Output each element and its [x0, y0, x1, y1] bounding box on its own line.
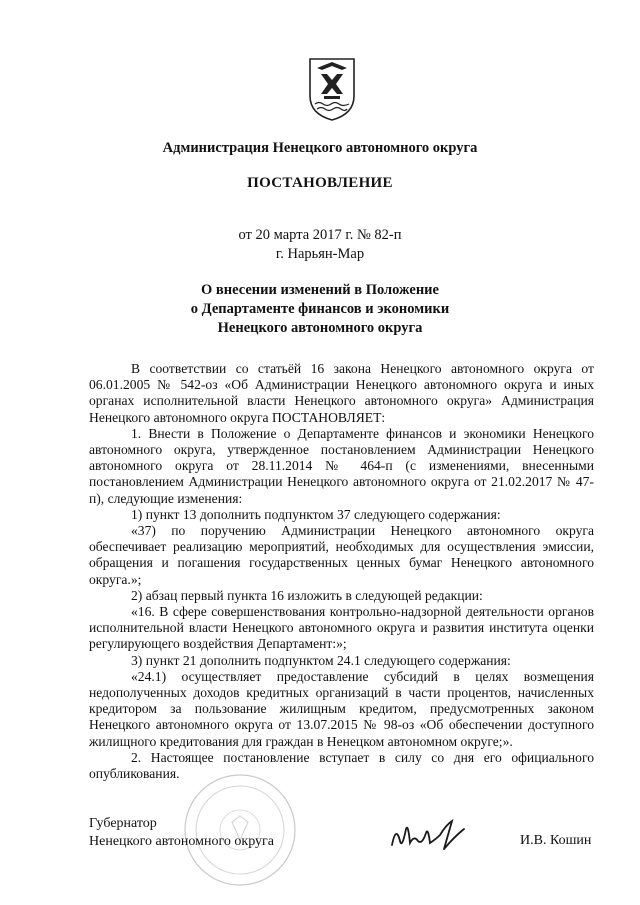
body-paragraph: «37) по поручению Администрации Ненецкого автономного округа обеспечивает реализацию мероприятий, необходимых для осуществления эмиссии, обращения и погашения государственных ценных бумаг Ненецкого автономного округа.»;: [89, 523, 594, 587]
body-paragraph: 2. Настоящее постановление вступает в силу со дня его официального опубликования.: [89, 749, 594, 782]
organization-name: Администрация Ненецкого автономного округа: [162, 140, 478, 156]
body-paragraph: 1. Внести в Положение о Департаменте финансов и экономики Ненецкого автономного округа, утвержденное постановлением Администрации Ненецкого автономного округа от 28.11.2014 № 464-п (с изменениями, внесенными постановлением Администрации Ненецкого автономного округа от 21.02.2017 № 47-п), следующие изменения:: [89, 425, 594, 506]
subject-line: Ненецкого автономного округа: [217, 320, 423, 336]
body-paragraph: «24.1) осуществляет предоставление субсидий в целях возмещения недополученных доходов кредитных организаций в части процентов, начисленных кредитором за пользование жилищным кредитом, предусмотренных законом Ненецкого автономного округа от 13.07.2015 № 98-оз «Об обеспечении доступного жилищного кредитования для граждан в Ненецком автономном округе;».: [89, 668, 594, 749]
document-subject: [0, 281, 640, 338]
handwritten-signature: [388, 815, 468, 853]
body-paragraph: В соответствии со статьёй 16 закона Ненецкого автономного округа от 06.01.2005 № 542-оз «Об Администрации Ненецкого автономного округа и иных органах исполнительной власти Ненецкого автономного округа» Администрация Ненецкого автономного округа ПОСТАНОВЛЯЕТ:: [89, 361, 594, 425]
subject-line: О внесении изменений в Положение: [201, 282, 439, 298]
document-date-number: от 20 марта 2017 г. № 82-п: [238, 227, 402, 243]
body-paragraph: «16. В сфере совершенствования контрольно-надзорной деятельности органов исполнительной власти Ненецкого автономного округа и развития института оценки регулирующего воздействия Департамент:»;: [89, 604, 594, 652]
body-paragraph: 2) абзац первый пункта 16 изложить в следующей редакции:: [131, 587, 483, 603]
signatory-title-line: Ненецкого автономного округа: [89, 834, 274, 849]
signatory-name: И.В. Кошин: [520, 833, 592, 848]
signatory-title-line: Губернатор: [89, 816, 157, 831]
subject-line: о Департаменте финансов и экономики: [190, 301, 450, 317]
document-place: г. Нарьян-Мар: [275, 246, 365, 262]
document-type: ПОСТАНОВЛЕНИЕ: [247, 175, 393, 191]
document-body: [89, 361, 594, 782]
body-paragraph: 1) пункт 13 дополнить подпунктом 37 следующего содержания:: [131, 506, 501, 522]
coat-of-arms-emblem: [307, 56, 357, 122]
body-paragraph: 3) пункт 21 дополнить подпунктом 24.1 следующего содержания:: [131, 652, 511, 668]
signatory-title: [89, 815, 274, 851]
